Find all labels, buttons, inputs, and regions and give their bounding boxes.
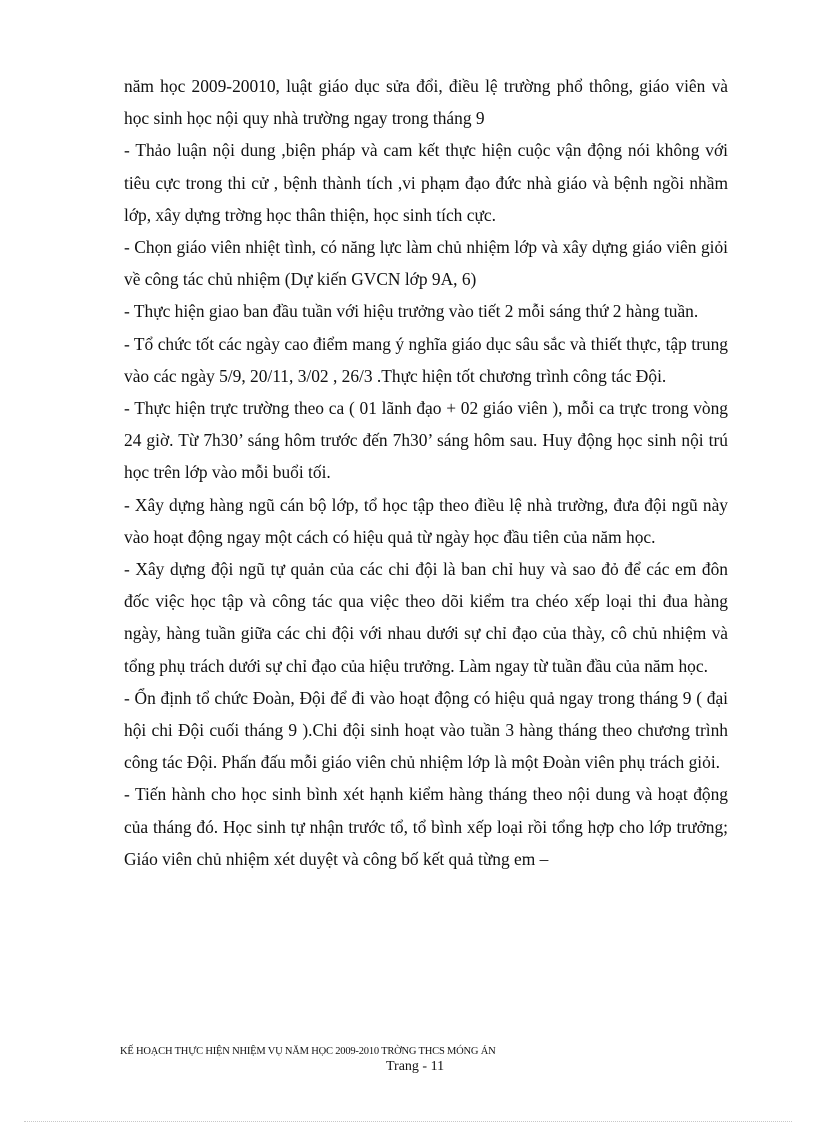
- paragraph: - Xây dựng hàng ngũ cán bộ lớp, tổ học tập theo điều lệ nhà trường, đưa đội ngũ này vào hoạt động ngay một cách có hiệu quả từ ngày học đầu tiên của năm học.: [124, 494, 728, 547]
- paragraph: - Tiến hành cho học sinh bình xét hạnh kiểm hàng tháng theo nội dung và hoạt động của tháng đó. Học sinh tự nhận trước tổ, tổ bình xếp loại rồi tổng hợp cho lớp trưởng; Giáo viên chủ nhiệm xét duyệt và công bố kết quả từng em –: [124, 784, 728, 869]
- paragraph: - Tổ chức tốt các ngày cao điểm mang ý nghĩa giáo dục sâu sắc và thiết thực, tập trung vào các ngày 5/9, 20/11, 3/02 , 26/3 .Thực hiện tốt chương trình công tác Đội.: [124, 333, 728, 386]
- paragraph: - Chọn giáo viên nhiệt tình, có năng lực làm chủ nhiệm lớp và xây dựng giáo viên giỏi về công tác chủ nhiệm (Dự kiến GVCN lớp 9A, 6): [124, 237, 728, 290]
- paragraph: năm học 2009-20010, luật giáo dục sửa đổi, điều lệ trường phổ thông, giáo viên và học sinh học nội quy nhà trường ngay trong tháng 9: [124, 76, 728, 129]
- footer-page-number: Trang - 11: [386, 1059, 445, 1074]
- footer-plan-title: KẾ HOẠCH THỰC HIỆN NHIỆM VỤ NĂM HỌC 2009-2010 TRỜNG THCS MÓNG ÁN: [120, 1046, 496, 1057]
- paragraph: - Thực hiện giao ban đầu tuần với hiệu trưởng vào tiết 2 mỗi sáng thứ 2 hàng tuần.: [124, 301, 699, 322]
- paragraph: - Ổn định tổ chức Đoàn, Đội để đi vào hoạt động có hiệu quả ngay trong tháng 9 ( đại hội chi Đội cuối tháng 9 ).Chi đội sinh hoạt vào tuần 3 hàng tháng theo chương trình công tác Đội. Phấn đấu mỗi giáo viên chủ nhiệm lớp là một Đoàn viên phụ trách giỏi.: [124, 687, 728, 773]
- paragraph: - Xây dựng đội ngũ tự quản của các chi đội là ban chỉ huy và sao đỏ để các em đôn đốc việc học tập và công tác qua việc theo dõi kiểm tra chéo xếp loại thi đua hàng ngày, hàng tuần giữa các chi đội với nhau dưới sự chỉ đạo của thày, cô chủ nhiệm và tổng phụ trách dưới sự chỉ đạo của hiệu trưởng. Làm ngay từ tuần đầu của năm học.: [124, 559, 728, 676]
- paragraph: - Thảo luận nội dung ,biện pháp và cam kết thực hiện cuộc vận động nói không với tiêu cực trong thi cử , bệnh thành tích ,vi phạm đạo đức nhà giáo và bệnh ngồi nhầm lớp, xây dựng trờng học thân thiện, học sinh tích cực.: [124, 140, 728, 225]
- page-bottom-divider: [24, 1121, 792, 1122]
- paragraph: - Thực hiện trực trường theo ca ( 01 lãnh đạo + 02 giáo viên ), mỗi ca trực trong vòng 24 giờ. Từ 7h30’ sáng hôm trước đến 7h30’ sáng hôm sau. Huy động học sinh nội trú học trên lớp vào mỗi buổi tối.: [124, 398, 728, 483]
- document-body: [124, 70, 728, 875]
